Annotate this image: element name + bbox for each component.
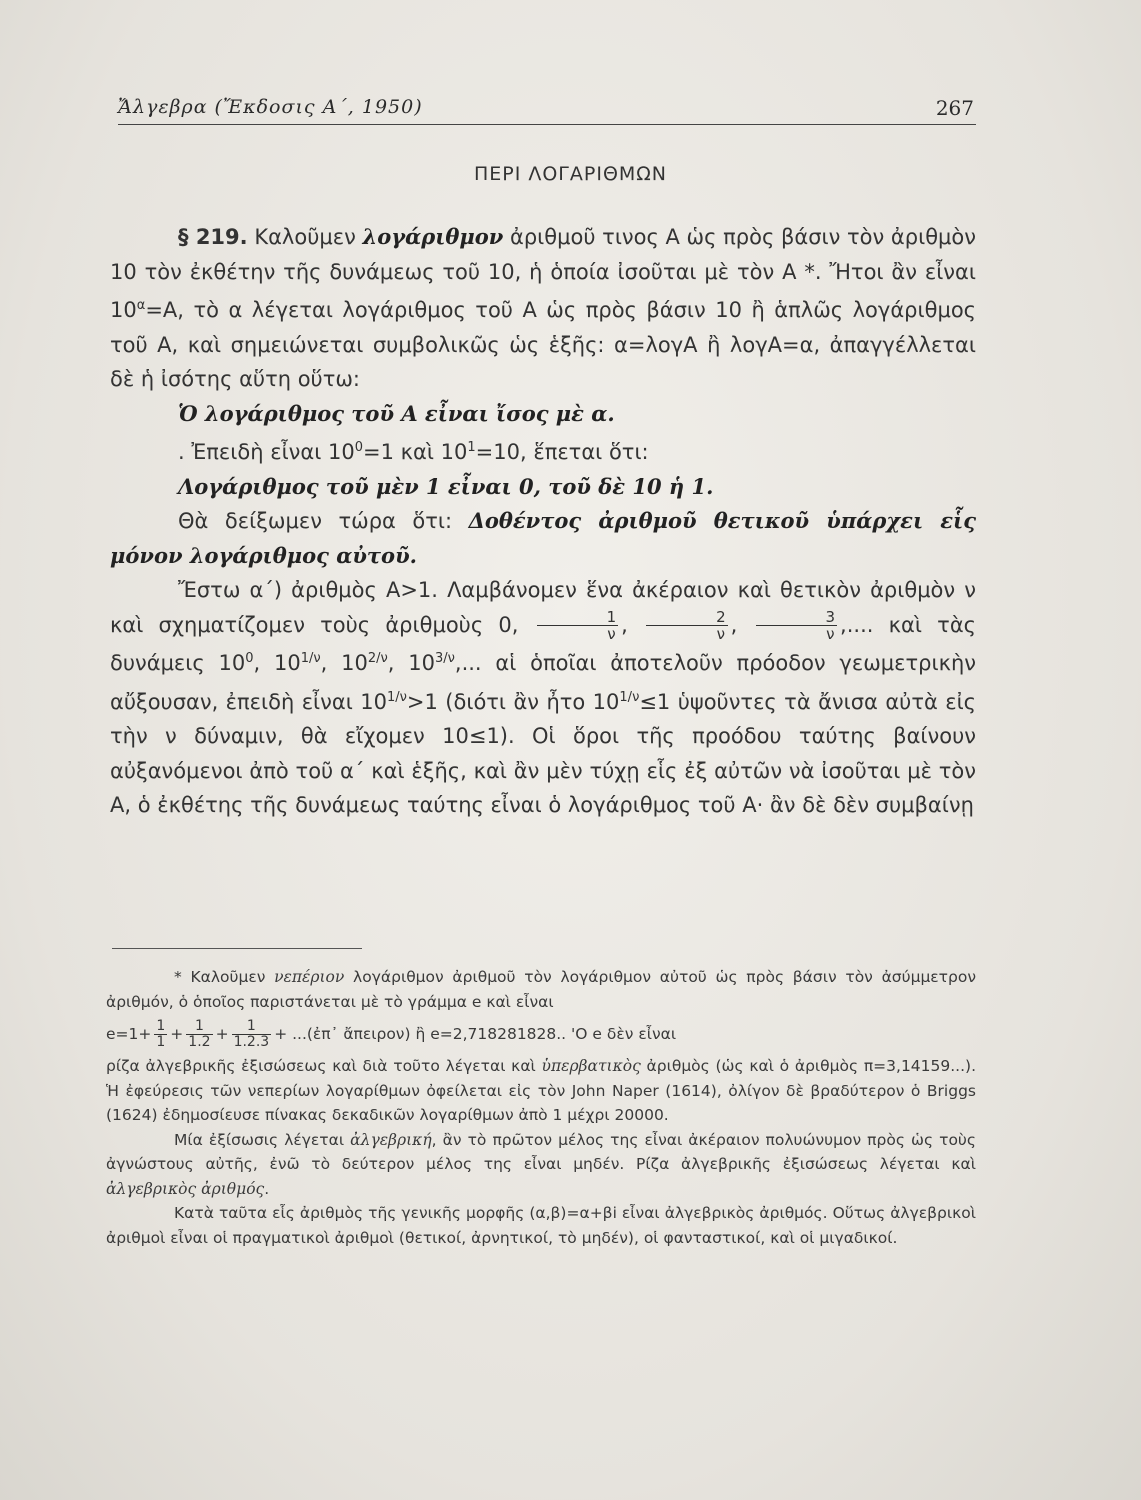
numerator: 1 xyxy=(156,1018,166,1034)
text-run: Καλοῦμεν xyxy=(247,225,363,249)
exp-denominator: ν xyxy=(313,651,321,666)
rule-statement-2 xyxy=(110,470,976,505)
exponent: 0 xyxy=(354,440,364,455)
text-run: . xyxy=(264,1179,270,1198)
text-run: * Καλοῦμεν xyxy=(174,968,275,986)
text-run: ,.... καὶ τὰς δυνάμεις 10 xyxy=(110,612,976,675)
footnotes xyxy=(106,965,976,1250)
text-run: ἀριθμὸς (ὡς καὶ ὁ ἀριθμὸς π=3,14159...). Ἡ ἐφεύρεσις τῶν νεπερίων λογαρίθμων ὀφείλεται εἰς τὸν John Naper (1614), ὀλίγον δὲ βραδύτερον ὁ Briggs (1624) ἐδημοσίευσε πίνακας δεκαδικῶν λογαρίθμων ἀπὸ 1 μέχρι 20000. xyxy=(106,1057,977,1124)
term-algebraic-number: ἀλγεβρικὸς ἀριθμός xyxy=(106,1179,265,1198)
term-logarithm: λογάριθμον xyxy=(362,224,504,249)
fraction xyxy=(646,609,728,642)
text-run: ἀριθμοῦ τινος Α ὡς πρὸς βάσιν τὸν ἀριθμὸν 10 τὸν ἐκθέτην τῆς δυνάμεως τοῦ 10, ἡ ὁποία ἰσοῦται μὲ τὸν Α *. Ἤτοι ἂν εἶναι 10 xyxy=(110,225,976,322)
text-run: Ἔστω α΄) ἀριθμὸς Α>1. Λαμβάνομεν ἕνα ἀκέραιον καὶ θετικὸν ἀριθμὸν ν καὶ σχηματίζομεν τοὺς ἀριθμοὺς 0, xyxy=(110,578,976,637)
paragraph-definition xyxy=(110,220,976,397)
fraction xyxy=(186,1019,212,1050)
page-number: 267 xyxy=(935,96,974,120)
footnote-complex-numbers xyxy=(106,1201,976,1250)
footnote-divider xyxy=(112,948,362,949)
fraction xyxy=(154,1019,167,1050)
exp-numerator: 1 xyxy=(619,689,628,705)
paragraph-uniqueness xyxy=(110,504,976,573)
text-run: e=1+ xyxy=(106,1025,152,1043)
term-algebraic: ἀλγεβρική xyxy=(350,1130,432,1149)
section-number: § 219. xyxy=(178,225,248,249)
paragraph-proof: Ἔστω α΄) ἀριθμὸς Α>1. Λαμβάνομεν ἕνα ἀκέραιον καὶ θετικὸν ἀριθμὸν ν καὶ σχηματίζομεν τοὺς ἀριθμοὺς 0, $\frac{1}{\nu}$ , $\frac{2}{\nu}$ , $\frac{3}{\nu}$ ,.... καὶ τὰς δυνάμεις $10^0$, $10^{1/\nu}$, $10^{2/\nu}$, $10^{3/\nu}$,... αἱ ὁποῖαι ἀποτελοῦν πρόοδον γεωμετρικὴν αὔξουσαν, ἐπειδὴ εἶναι $10^{1/\nu}>1$ (διότι ἂν ἦτο $10^{1/\nu}\le 1$ ὑψοῦντες τὰ ἄνισα αὐτὰ εἰς τὴν ν δύναμιν, θὰ εἴχομεν 10≤1). Οἱ ὅροι τῆς προόδου ταύτης βαίνουν αὐξανόμενοι ἀπὸ τοῦ α΄ καὶ ἑξῆς, καὶ ἂν μὲν τύχῃ εἷς ἐξ αὐτῶν νὰ ἰσοῦται μὲ τὸν Α, ὁ ἐκθέτης τῆς δυνάμεως ταύτης εἶναι ὁ λογάριθμος τοῦ Α· ἂν δὲ δὲν συμβαίνῃ xyxy=(110,578,977,817)
footnote-napierian xyxy=(106,965,976,1014)
footnote-transcendental xyxy=(106,1054,976,1128)
exp-numerator: 2 xyxy=(367,651,377,666)
exp-numerator: 1 xyxy=(386,689,396,705)
text-run: >1 (διότι ἂν ἦτο 10 xyxy=(406,689,620,714)
running-header xyxy=(118,96,976,125)
rule-text: Δοθέντος ἀριθμοῦ θετικοῦ ὑπάρχει εἷς μόνον λογάριθμος αὐτοῦ. xyxy=(110,508,976,568)
paragraph-log-values xyxy=(110,431,976,470)
text-run: . Ἐπειδὴ εἶναι 10 xyxy=(178,440,355,464)
numerator: 1 xyxy=(537,609,619,626)
rule-text: Ὁ λογάριθμος τοῦ Α εἶναι ἴσος μὲ α. xyxy=(178,400,615,426)
denominator: 1.2 xyxy=(188,1034,211,1050)
denominator: ν xyxy=(716,625,726,643)
text-run: Κατὰ ταῦτα εἷς ἀριθμὸς τῆς γενικῆς μορφῆς (α,β)=α+βi εἶναι ἀλγεβρικὸς ἀριθμός. Οὕτως ἀλγεβρικοὶ ἀριθμοὶ εἶναι οἱ πραγματικοὶ ἀριθμοὶ (θετικοί, ἀρνητικοί, τὸ μηδέν), οἱ φανταστικοί, καὶ οἱ μιγαδικοί. xyxy=(106,1204,976,1247)
text-run: ρίζα ἀλγεβρικῆς ἐξισώσεως καὶ διὰ τοῦτο λέγεται καὶ xyxy=(106,1057,542,1075)
text-run: , 10 xyxy=(253,651,301,675)
footnote-algebraic-equation xyxy=(106,1128,976,1202)
chapter-title: ΠΕΡΙ ΛΟΓΑΡΙΘΜΩΝ xyxy=(473,163,668,185)
numerator: 1 xyxy=(232,1019,272,1035)
running-title: Ἄλγεβρα (Ἔκδοσις Α΄, 1950) xyxy=(118,96,423,118)
rule-text: Λογάριθμος τοῦ μὲν 1 εἶναι 0, τοῦ δὲ 10 ἡ 1. xyxy=(178,473,714,499)
text-run: λογάριθμον ἀριθμοῦ τὸν λογάριθμον αὐτοῦ ὡς πρὸς βάσιν τὸν ἀσύμμετρον ἀριθμόν, ὁ ὁποῖος παριστάνεται μὲ τὸ γράμμα e καὶ εἶναι xyxy=(106,968,976,1011)
exp-denominator: ν xyxy=(399,689,407,705)
text-run: + ...(ἐπ᾽ ἄπειρον) ἢ e=2,718281828.. 'Ο e δὲν εἶναι xyxy=(274,1025,677,1043)
text-run: =Α, τὸ α λέγεται λογάριθμος τοῦ Α ὡς πρὸς βάσιν 10 ἢ ἁπλῶς λογάριθμος τοῦ Α, καὶ σημειώνεται συμβολικῶς ὡς ἑξῆς: α=λογΑ ἢ λογΑ=α, ἀπαγγέλλεται δὲ ἡ ἰσότης αὕτη οὕτω: xyxy=(110,298,976,391)
fraction xyxy=(756,609,838,642)
denominator: ν xyxy=(826,625,835,643)
numerator: 3 xyxy=(756,609,838,626)
exponent: 1 xyxy=(467,440,476,455)
text-run: Μία ἐξίσωσις λέγεται xyxy=(174,1130,351,1149)
exp-denominator: ν xyxy=(380,651,388,666)
text-run: ,... αἱ ὁποῖαι ἀποτελοῦν πρόοδον γεωμετρικὴν αὔξουσαν, ἐπειδὴ εἶναι 10 xyxy=(110,651,977,714)
denominator: ν xyxy=(607,625,616,643)
denominator: 1.2.3 xyxy=(233,1034,270,1050)
exp-numerator: 1 xyxy=(300,651,309,666)
exponent: 0 xyxy=(245,651,254,666)
exp-denominator: ν xyxy=(447,651,455,666)
text-run: =1 καὶ 10 xyxy=(363,440,468,464)
term-napierian: νεπέριον xyxy=(274,968,345,986)
main-text xyxy=(110,220,976,823)
term-transcendental: ὑπερβατικὸς xyxy=(541,1057,641,1075)
text-run: , 10 xyxy=(387,651,435,675)
numerator: 2 xyxy=(646,609,728,626)
text-run: , 10 xyxy=(320,651,368,675)
fraction xyxy=(537,609,619,642)
equation-e-series: e=1+ $\frac{1}{1}$ + $\frac{1}{1.2}$ + $\frac{1}{1.2.3}$ + ...(ἐπ᾽ ἄπειρον) ἢ e=2,718281828.. 'Ο e δὲν εἶναι xyxy=(106,1018,677,1050)
numerator: 1 xyxy=(186,1019,212,1035)
exp-numerator: 3 xyxy=(434,651,444,666)
exp-denominator: ν xyxy=(632,689,640,705)
fraction xyxy=(232,1019,272,1050)
text-run: ≤1 ὑψοῦντες τὰ ἄνισα αὐτὰ εἰς τὴν ν δύναμιν, θὰ εἴχομεν 10≤1). Οἱ ὅροι τῆς προόδου ταύτης βαίνουν αὐξανόμενοι ἀπὸ τοῦ α΄ καὶ ἑξῆς, καὶ ἂν μὲν τύχῃ εἷς ἐξ αὐτῶν νὰ ἰσοῦται μὲ τὸν Α, ὁ ἐκθέτης τῆς δυνάμεως ταύτης εἶναι ὁ λογάριθμος τοῦ Α· ἂν δὲ δὲν συμβαίνῃ xyxy=(110,689,976,817)
exponent: α xyxy=(136,298,146,313)
text-run: , ἂν τὸ πρῶτον μέλος της εἶναι ἀκέραιον πολυώνυμον πρὸς ὡς τοὺς ἀγνώστους αὐτῆς, ἐνῶ τὸ δεύτερον μέλος της εἶναι μηδέν. Ρίζα ἀλγεβρικῆς ἐξισώσεως λέγεται καὶ xyxy=(106,1130,977,1173)
text-run: =10, ἕπεται ὅτι: xyxy=(475,440,649,464)
denominator: 1 xyxy=(156,1034,166,1050)
text-run: Θὰ δείξωμεν τώρα ὅτι: xyxy=(178,509,469,533)
rule-statement-1 xyxy=(110,397,976,432)
